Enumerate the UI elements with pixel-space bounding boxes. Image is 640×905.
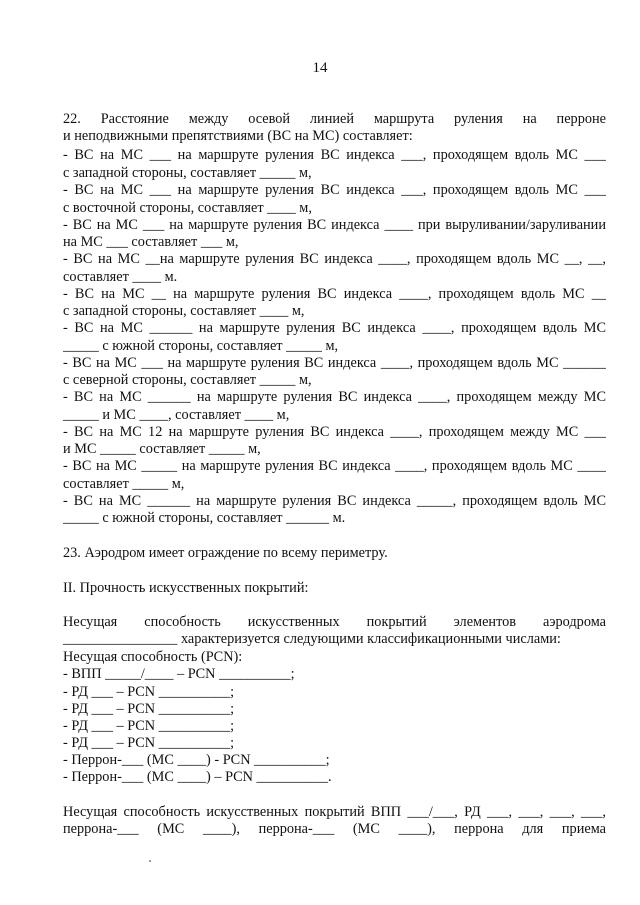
paragraph-line: составляет _____ м, bbox=[63, 476, 185, 492]
pcn-item: - Перрон-___ (МС ____) - PCN __________; bbox=[63, 752, 330, 768]
pcn-item: - ВПП _____/____ – PCN __________; bbox=[63, 666, 295, 682]
paragraph-line: перрона-___ (МС ____), перрона-___ (МС ____), перрона для приема bbox=[63, 821, 606, 837]
paragraph-line: на МС ___ составляет ___ м, bbox=[63, 234, 239, 250]
paragraph-line: составляет ____ м. bbox=[63, 269, 178, 285]
section-heading: II. Прочность искусственных покрытий: bbox=[63, 580, 309, 596]
paragraph-line: - ВС на МС 12 на маршруте руления ВС индекса ____, проходящем между МС ___ bbox=[63, 424, 606, 440]
pcn-item: - Перрон-___ (МС ____) – PCN __________. bbox=[63, 769, 332, 785]
pcn-item: - РД ___ – PCN __________; bbox=[63, 684, 235, 700]
paragraph-line: - ВС на МС __ на маршруте руления ВС индекса ____, проходящем вдоль МС __ bbox=[63, 286, 606, 302]
paragraph-line: - ВС на МС ___ на маршруте руления ВС индекса ___, проходящем вдоль МС ___ bbox=[63, 182, 606, 198]
paragraph-line: - ВС на МС ______ на маршруте руления ВС индекса _____, проходящем вдоль МС bbox=[63, 493, 606, 509]
paragraph-line: ________________ характеризуется следующими классификационными числами: bbox=[63, 631, 561, 647]
page-number: 14 bbox=[312, 60, 328, 76]
paragraph-line: с западной стороны, составляет _____ м, bbox=[63, 165, 312, 181]
pcn-item: - РД ___ – PCN __________; bbox=[63, 718, 235, 734]
paragraph-line: - ВС на МС ___ на маршруте руления ВС индекса ___, проходящем вдоль МС ___ bbox=[63, 147, 606, 163]
paragraph-line: Несущая способность искусственных покрытий элементов аэродрома bbox=[63, 614, 606, 630]
paragraph-line: - ВС на МС ___ на маршруте руления ВС индекса ____ при выруливании/заруливании bbox=[63, 217, 606, 233]
paragraph-line: - ВС на МС _____ на маршруте руления ВС индекса ____, проходящем вдоль МС ____ bbox=[63, 458, 606, 474]
paragraph-line: с восточной стороны, составляет ____ м, bbox=[63, 200, 312, 216]
pcn-item: - РД ___ – PCN __________; bbox=[63, 735, 235, 751]
paragraph-line: и МС _____ составляет _____ м, bbox=[63, 441, 261, 457]
paragraph-line: с северной стороны, составляет _____ м, bbox=[63, 372, 312, 388]
paragraph-line: _____ с южной стороны, составляет ______ м. bbox=[63, 510, 346, 526]
paragraph-line: - ВС на МС ______ на маршруте руления ВС индекса ____, проходящем вдоль МС bbox=[63, 320, 606, 336]
pcn-item: - РД ___ – PCN __________; bbox=[63, 701, 235, 717]
pcn-heading: Несущая способность (PCN): bbox=[63, 649, 243, 665]
paragraph-line: - ВС на МС __на маршруте руления ВС индекса ____, проходящем вдоль МС __, __, bbox=[63, 251, 606, 267]
paragraph-line: Несущая способность искусственных покрытий ВПП ___/___, РД ___, ___, ___, ___, bbox=[63, 804, 606, 820]
paragraph-line: - ВС на МС ______ на маршруте руления ВС индекса ____, проходящем между МС bbox=[63, 389, 606, 405]
paragraph-line: и неподвижными препятствиями (ВС на МС) составляет: bbox=[63, 128, 413, 144]
paragraph-line: _____ и МС ____, составляет ____ м, bbox=[63, 407, 290, 423]
scan-speck bbox=[149, 860, 151, 862]
paragraph-line: 22. Расстояние между осевой линией маршрута руления на перроне bbox=[63, 111, 606, 127]
section-23: 23. Аэродром имеет ограждение по всему периметру. bbox=[63, 545, 388, 561]
paragraph-line: _____ с южной стороны, составляет _____ м, bbox=[63, 338, 339, 354]
paragraph-line: с западной стороны, составляет ____ м, bbox=[63, 303, 305, 319]
paragraph-line: - ВС на МС ___ на маршруте руления ВС индекса ____, проходящем вдоль МС ______ bbox=[63, 355, 606, 371]
